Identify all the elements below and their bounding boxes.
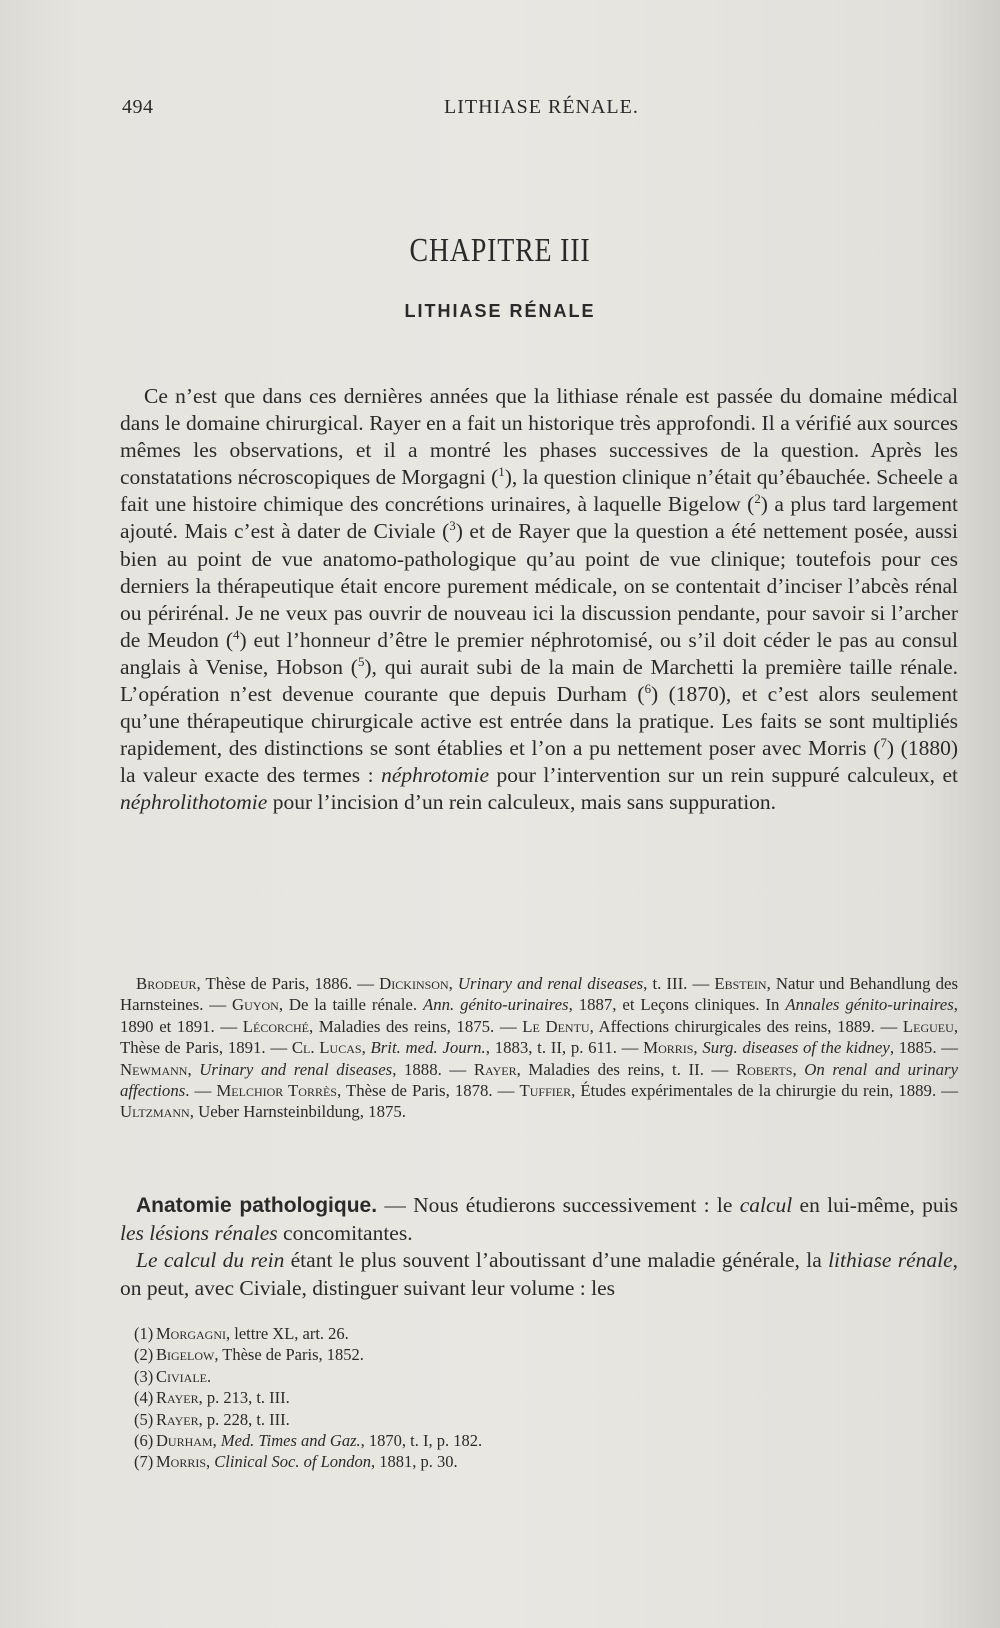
text-run: , Affections chirurgicales des reins, 1889. —	[589, 1016, 903, 1036]
italic-title: les lésions rénales	[120, 1220, 278, 1245]
text-run: en lui-même, puis	[792, 1193, 958, 1217]
text-run: ) (1870), et c’est alors seulement qu’une thérapeutique chirurgicale active est entrée dans la pratique. Les faits se sont multipliés rapidement, des distinctions se sont établies et l’on a pu nettement poser avec Morris (	[120, 682, 958, 761]
author-name: Dickinson	[379, 974, 449, 993]
italic-title: Annales génito-urinaires	[785, 995, 954, 1015]
footnote-ref: 3	[449, 519, 456, 534]
footnotes	[134, 1323, 934, 1473]
footnote-ref: 7	[880, 736, 887, 751]
text-run: ,	[448, 974, 458, 993]
author-name: Durham	[156, 1431, 213, 1451]
footnote-ref: 4	[232, 627, 240, 642]
footnote-mark: (4)	[134, 1388, 154, 1408]
text-run: , Thèse de Paris, 1878. —	[337, 1081, 520, 1101]
text-run: , p. 213, t. III.	[198, 1388, 290, 1408]
footnote-ref: 2	[754, 492, 761, 507]
chapter-subtitle: LITHIASE RÉNALE	[404, 301, 596, 321]
italic-title: Le calcul du rein	[136, 1248, 285, 1272]
text-run: ,	[792, 1059, 805, 1079]
footnote	[134, 1366, 934, 1387]
text-run: .	[207, 1366, 212, 1386]
running-header	[122, 96, 918, 126]
text-run: , t. III. —	[643, 974, 715, 993]
author-name: Bigelow	[156, 1345, 215, 1365]
text-run: Ce n’est que dans ces dernières années que la lithiase rénale est passée du domaine médical dans le domaine chirurgical. Rayer en a fait un historique très approfondi. Il a vérifié aux sources mêmes les observations, et il a montré les phases successives de la question. Après les constatations nécroscopiques de Morgagni (	[120, 384, 958, 490]
italic-title: Urinary and renal diseases	[457, 974, 644, 993]
term-nephrolithotomie: néphrolithotomie	[120, 790, 268, 815]
text-run: , 1883, t. II, p. 611. —	[485, 1038, 644, 1058]
footnote-ref: 1	[498, 465, 505, 480]
text-run: pour l’incision d’un rein calculeux, mais sans suppuration.	[267, 790, 777, 815]
paragraph-intro	[120, 383, 958, 817]
text-run: , Thèse de Paris, 1852.	[214, 1345, 364, 1365]
author-name: Ultzmann	[120, 1102, 190, 1122]
footnote	[134, 1451, 934, 1472]
chapter-title: CHAPITRE III	[409, 232, 591, 269]
text-run: , lettre XL, art. 26.	[226, 1324, 349, 1343]
author-name: Roberts	[735, 1059, 793, 1079]
footnote-mark: (6)	[134, 1431, 154, 1451]
italic-title: Urinary and renal diseases	[199, 1059, 393, 1079]
section-paragraph-2	[120, 1247, 958, 1302]
author-name: Ebstein	[714, 974, 767, 993]
footnote-ref: 5	[357, 654, 365, 669]
text-run: ,	[187, 1059, 200, 1079]
bibliography	[120, 973, 958, 1123]
running-title: LITHIASE RÉNALE.	[444, 96, 639, 118]
text-run: , p. 228, t. III.	[198, 1409, 290, 1429]
author-name: Morgagni	[156, 1324, 227, 1343]
footnote-mark: (1)	[134, 1324, 154, 1343]
italic-title: On renal and urinary affections	[120, 1059, 959, 1101]
text-run: , Maladies des reins, t. II. —	[516, 1059, 736, 1079]
text-run: , 1888. —	[392, 1059, 474, 1079]
text-run: ), la question clinique n’était qu’ébauchée. Scheele a fait une histoire chimique des concrétions urinaires, à laquelle Bigelow (	[120, 465, 958, 517]
author-name: Rayer	[473, 1059, 517, 1079]
italic-title: Clinical Soc. of London	[214, 1452, 372, 1472]
text-run: ,	[212, 1431, 221, 1451]
italic-title: Med. Times and Gaz.	[220, 1431, 361, 1451]
text-run: ) a plus tard largement ajouté. Mais c’est à dater de Civiale (	[120, 492, 958, 544]
footnote	[134, 1323, 934, 1344]
footnote	[134, 1430, 934, 1451]
author-name: Tuffier	[519, 1081, 572, 1101]
author-name: Rayer	[156, 1409, 199, 1429]
text-run: , 1887, et Leçons cliniques. In	[568, 995, 786, 1015]
author-name: Legueu	[902, 1016, 954, 1036]
author-name: Guyon	[232, 995, 279, 1015]
italic-title: Surg. diseases of the kidney	[702, 1038, 890, 1058]
text-run: , 1870, t. I, p. 182.	[360, 1431, 483, 1451]
author-name: Cl. Lucas	[291, 1038, 362, 1058]
italic-title: Brit. med. Journ.	[370, 1038, 486, 1058]
section-title: Anatomie pathologique.	[136, 1194, 378, 1217]
text-run: pour l’intervention sur un rein suppuré calculeux, et	[489, 763, 958, 788]
text-run: , Maladies des reins, 1875. —	[309, 1016, 523, 1036]
text-run: , 1885. —	[889, 1038, 959, 1058]
text-run: — Nous étudierons successivement : le	[377, 1193, 740, 1217]
text-run: ,	[206, 1452, 215, 1472]
author-name: Lécorché	[242, 1016, 310, 1036]
text-run: , Ueber Harnsteinbildung, 1875.	[189, 1102, 406, 1122]
text-run: , Études expérimentales de la chirurgie du rein, 1889. —	[571, 1081, 958, 1101]
author-name: Morris	[156, 1452, 207, 1472]
term-nephrotomie: néphrotomie	[381, 763, 489, 788]
footnote-mark: (3)	[134, 1366, 154, 1386]
text-run: ,	[361, 1038, 371, 1058]
footnote-mark: (5)	[134, 1409, 154, 1429]
text-run: . —	[185, 1081, 217, 1101]
text-run: , 1890 et 1891. —	[120, 995, 958, 1036]
section-paragraph-1	[120, 1192, 958, 1247]
footnote-mark: (7)	[134, 1452, 154, 1472]
text-run: , on peut, avec Civiale, distinguer suivant leur volume : les	[120, 1248, 958, 1300]
author-name: Brodeur	[136, 974, 197, 993]
footnote	[134, 1409, 934, 1430]
text-run: , De la taille rénale.	[278, 995, 423, 1015]
italic-title: lithiase rénale	[828, 1248, 953, 1272]
text-run: ) et de Rayer que la question a été nettement posée, aussi bien au point de vue anatomo-pathologique qu’au point de vue clinique; toutefois pour ces derniers la thérapeutique était encore purement médicale, on se contentait d’inciser l’abcès rénal ou périrénal. Je ne veux pas ouvrir de nouveau ici la discussion pendante, pour savoir si l’archer de Meudon (	[120, 519, 958, 652]
footnote-ref: 6	[644, 681, 652, 696]
footnote	[134, 1344, 934, 1365]
author-name: Rayer	[156, 1388, 199, 1408]
text-run: ,	[693, 1038, 703, 1058]
text-run: , 1881, p. 30.	[371, 1452, 458, 1472]
text-run: ), qui aurait subi de la main de Marchetti la première taille rénale. L’opération n’est devenue courante que depuis Durham (	[120, 654, 958, 707]
text-run: ) eut l’honneur d’être le premier néphrotomisé, ou s’il doit céder le pas au consul anglais à Venise, Hobson (	[120, 627, 958, 679]
footnote-mark: (2)	[134, 1345, 154, 1365]
bibliography-text	[120, 973, 958, 1123]
author-name: Le Dentu	[522, 1016, 590, 1036]
italic-title: calcul	[739, 1193, 793, 1217]
section-anatomie	[120, 1192, 958, 1302]
text-run: , Natur und Behandlung des Harnsteines. —	[120, 974, 958, 1015]
main-text	[120, 383, 958, 817]
italic-title: Ann. génito-urinaires	[423, 995, 569, 1015]
text-run: ) (1880) la valeur exacte des termes :	[120, 736, 958, 788]
text-run: concomitantes.	[277, 1220, 413, 1245]
author-name: Melchior Torrès	[216, 1081, 337, 1101]
page-number: 494	[122, 96, 154, 118]
author-name: Newmann	[120, 1059, 188, 1079]
text-run: , Thèse de Paris, 1886. —	[196, 974, 380, 993]
text-run: étant le plus souvent l’aboutissant d’une maladie générale, la	[284, 1248, 829, 1272]
text-run: , Thèse de Paris, 1891. —	[120, 1016, 959, 1058]
author-name: Morris	[643, 1038, 694, 1058]
author-name: Civiale	[156, 1366, 207, 1386]
footnote	[134, 1387, 934, 1408]
